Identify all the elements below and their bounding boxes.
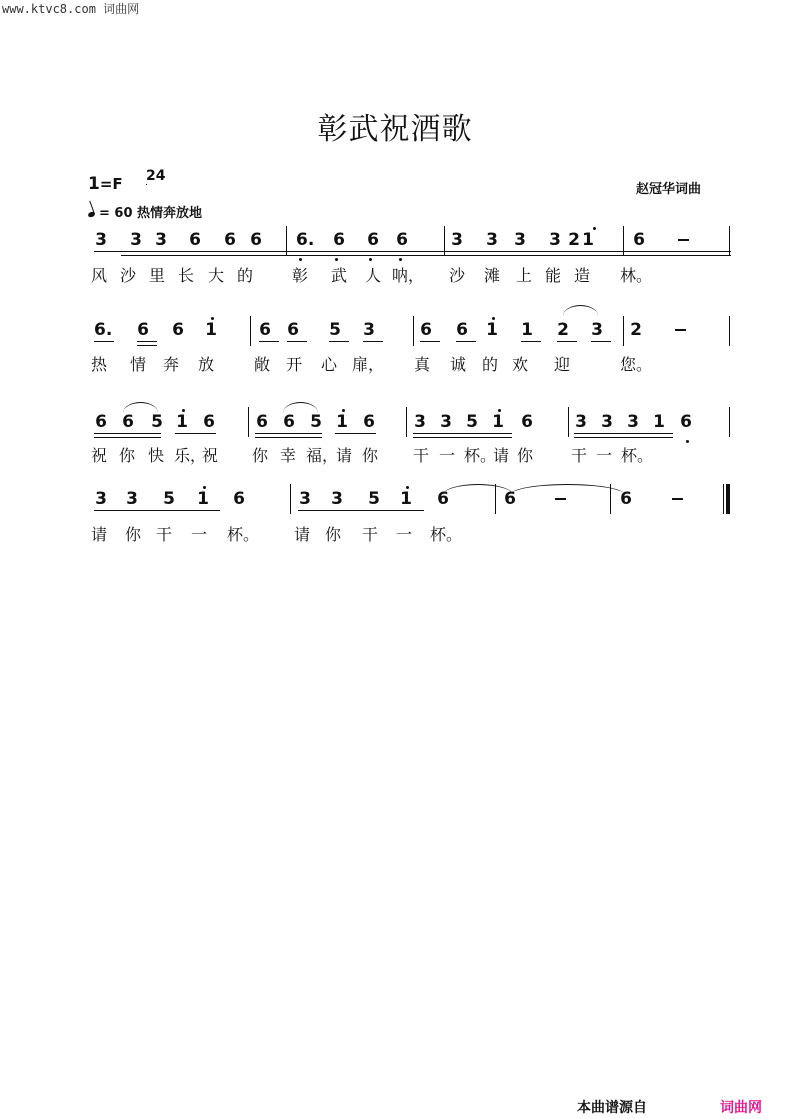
lyric-char: 请 xyxy=(293,525,310,544)
lyric-char: 诚 xyxy=(449,355,466,374)
note: 3 xyxy=(126,489,138,509)
octave-dot-high xyxy=(203,486,206,489)
lyric-char: 一 xyxy=(438,446,455,465)
note: 3 xyxy=(95,489,107,509)
lyric-char: 祝 xyxy=(90,446,107,465)
octave-dot-high xyxy=(342,409,345,412)
lyric-char: 风 xyxy=(90,266,107,285)
note: 6 xyxy=(137,320,149,340)
note: 6 xyxy=(396,230,408,250)
bar-line xyxy=(729,316,730,346)
lyric-char: 滩 xyxy=(483,266,500,285)
note: 3 xyxy=(591,320,603,340)
octave-dot-low xyxy=(299,258,302,261)
lyric-char: 一 xyxy=(190,525,207,544)
note: 6 xyxy=(287,320,299,340)
note: 3 xyxy=(486,230,498,250)
underline xyxy=(335,433,376,434)
note: 5 xyxy=(466,412,478,432)
octave-dot-high xyxy=(492,317,495,320)
note: 1 xyxy=(400,489,412,509)
tie-slur xyxy=(443,484,513,495)
lyric-char: 欢 xyxy=(511,355,528,374)
underline xyxy=(94,437,161,438)
note: 5 xyxy=(151,412,163,432)
underline xyxy=(574,433,673,434)
quarter-note-icon xyxy=(87,211,95,218)
underline xyxy=(255,433,322,434)
underline xyxy=(557,341,577,342)
lyric-char: 干 xyxy=(155,525,172,544)
lyric-char: 放 xyxy=(197,355,214,374)
octave-dot-high xyxy=(593,227,596,230)
lyric-char: 请 xyxy=(335,446,352,465)
note: 6 xyxy=(504,489,516,509)
key-signature: 1=F xyxy=(88,174,123,194)
underline xyxy=(581,251,731,252)
lyric-char: 你 xyxy=(124,525,141,544)
note: 6 xyxy=(456,320,468,340)
note: 3 xyxy=(451,230,463,250)
footer-brand: 词曲网 xyxy=(720,1100,762,1116)
tie-slur xyxy=(510,484,625,495)
lyric-char: 你 xyxy=(118,446,135,465)
lyric-char: 奔 xyxy=(162,355,179,374)
lyric-char: 杯。 xyxy=(464,446,497,465)
lyric-char: 的 xyxy=(236,266,253,285)
note: 3 xyxy=(575,412,587,432)
note: 1 xyxy=(521,320,533,340)
lyric-char: 杯。 xyxy=(430,525,463,544)
note: 6 xyxy=(363,412,375,432)
note: 6 xyxy=(680,412,692,432)
lyric-char: 福， xyxy=(306,446,339,465)
note: 6 xyxy=(283,412,295,432)
note: 3 xyxy=(601,412,613,432)
note: 6 xyxy=(521,412,533,432)
note: 2 xyxy=(630,320,642,340)
bar-line xyxy=(729,407,730,437)
octave-dot-low xyxy=(369,258,372,261)
lyric-char: 请 xyxy=(90,525,107,544)
lyric-char: 干 xyxy=(412,446,429,465)
note: 6 xyxy=(122,412,134,432)
bar-line xyxy=(413,316,414,346)
underline xyxy=(259,341,279,342)
lyric-char: 热 xyxy=(90,355,107,374)
note: 6 xyxy=(203,412,215,432)
lyric-char: 真 xyxy=(413,355,430,374)
lyric-char: 你 xyxy=(516,446,533,465)
underline xyxy=(456,341,476,342)
underline xyxy=(287,341,307,342)
note: 5 xyxy=(310,412,322,432)
underline xyxy=(413,433,512,434)
note: 3 xyxy=(414,412,426,432)
lyric-char: 里 xyxy=(148,266,165,285)
note: 3 xyxy=(331,489,343,509)
note: 6 xyxy=(367,230,379,250)
note: 3 xyxy=(299,489,311,509)
note: 3 xyxy=(514,230,526,250)
note: 6. xyxy=(296,230,315,250)
underline xyxy=(413,437,512,438)
bar-line xyxy=(623,316,624,346)
lyric-char: 呐， xyxy=(392,266,425,285)
note: 3 xyxy=(95,230,107,250)
underline xyxy=(94,341,114,342)
lyric-char: 快 xyxy=(147,446,164,465)
octave-dot-low xyxy=(399,258,402,261)
note: 6 xyxy=(437,489,449,509)
note: 6 xyxy=(259,320,271,340)
lyric-char: 迎 xyxy=(553,355,570,374)
bar-line xyxy=(729,484,730,514)
note: 3 xyxy=(440,412,452,432)
tie-slur xyxy=(563,305,598,316)
lyric-char: 您。 xyxy=(620,355,653,374)
underline xyxy=(255,437,322,438)
note: 3 xyxy=(363,320,375,340)
note: 5 xyxy=(329,320,341,340)
note: 1 xyxy=(486,320,498,340)
bar-line xyxy=(250,316,251,346)
lyric-char: 祝 xyxy=(201,446,218,465)
song-title: 彰武祝酒歌 xyxy=(317,112,473,147)
note: 1 xyxy=(653,412,665,432)
note: 1 xyxy=(197,489,209,509)
note: 6 xyxy=(95,412,107,432)
bar-line xyxy=(723,484,724,514)
lyric-char: 大 xyxy=(207,266,224,285)
note: 3 xyxy=(627,412,639,432)
note: 6 xyxy=(256,412,268,432)
lyric-char: 一 xyxy=(395,525,412,544)
final-bar-line xyxy=(726,484,729,514)
lyric-char: 开 xyxy=(285,355,302,374)
lyric-char: 沙 xyxy=(448,266,465,285)
note: 1 xyxy=(176,412,188,432)
note: 6 xyxy=(250,230,262,250)
underline xyxy=(363,341,383,342)
note: 6 xyxy=(333,230,345,250)
note: 1 xyxy=(582,230,594,250)
underline xyxy=(298,510,424,511)
note: 1 xyxy=(492,412,504,432)
lyric-char: 人 xyxy=(364,266,381,285)
lyric-char: 请 xyxy=(492,446,509,465)
note: 6 xyxy=(620,489,632,509)
lyric-char: 干 xyxy=(570,446,587,465)
underline xyxy=(94,510,220,511)
note: 6 xyxy=(224,230,236,250)
note: 5 xyxy=(368,489,380,509)
lyric-char: 杯。 xyxy=(621,446,654,465)
tempo-marking: = 60 热情奔放地 xyxy=(88,202,202,221)
note: 6 xyxy=(172,320,184,340)
bar-line xyxy=(248,407,249,437)
lyric-char: 你 xyxy=(324,525,341,544)
underline xyxy=(521,341,541,342)
note: 6 xyxy=(633,230,645,250)
lyric-char: 武 xyxy=(330,266,347,285)
lyric-char: 干 xyxy=(361,525,378,544)
octave-dot-low xyxy=(335,258,338,261)
lyric-char: 扉， xyxy=(352,355,385,374)
lyric-char: 杯。 xyxy=(227,525,260,544)
time-signature: 2 4 xyxy=(146,168,166,184)
note: 3 xyxy=(549,230,561,250)
bar-line xyxy=(406,407,407,437)
lyric-char: 能 xyxy=(544,266,561,285)
lyric-char: 乐， xyxy=(174,446,207,465)
lyric-char: 你 xyxy=(361,446,378,465)
note: 6 xyxy=(420,320,432,340)
lyric-char: 幸 xyxy=(279,446,296,465)
lyric-char: 敞 xyxy=(253,355,270,374)
note: 3 xyxy=(155,230,167,250)
note: 6. xyxy=(94,320,113,340)
sustain-dash xyxy=(675,329,686,331)
underline xyxy=(137,341,157,342)
lyric-char: 上 xyxy=(515,266,532,285)
source-watermark: www.ktvc8.com 词曲网 xyxy=(2,2,140,16)
lyric-char: 彰 xyxy=(291,266,308,285)
bar-line xyxy=(290,484,291,514)
octave-dot-high xyxy=(498,409,501,412)
underline xyxy=(581,255,731,256)
lyric-char: 长 xyxy=(177,266,194,285)
note: 2 xyxy=(557,320,569,340)
tie-slur xyxy=(123,402,158,413)
underline xyxy=(329,341,349,342)
underline xyxy=(175,433,216,434)
lyric-char: 的 xyxy=(481,355,498,374)
octave-dot-high xyxy=(211,317,214,320)
octave-dot-low xyxy=(686,440,689,443)
octave-dot-high xyxy=(406,486,409,489)
sustain-dash xyxy=(678,239,689,241)
lyric-char: 情 xyxy=(129,355,146,374)
lyric-char: 心 xyxy=(320,355,337,374)
lyric-char: 你 xyxy=(251,446,268,465)
underline xyxy=(591,341,611,342)
note: 6 xyxy=(189,230,201,250)
note: 5 xyxy=(163,489,175,509)
lyric-char: 林。 xyxy=(620,266,653,285)
note: 1 xyxy=(205,320,217,340)
tie-slur xyxy=(283,402,318,413)
underline xyxy=(137,345,157,346)
note: 1 xyxy=(336,412,348,432)
underline xyxy=(420,341,440,342)
lyric-char: 沙 xyxy=(119,266,136,285)
lyric-char: 造 xyxy=(573,266,590,285)
underline xyxy=(94,433,161,434)
bar-line xyxy=(568,407,569,437)
underline xyxy=(574,437,673,438)
sustain-dash xyxy=(555,498,566,500)
note: 3 xyxy=(130,230,142,250)
footer-source-text: 本曲谱源自 xyxy=(577,1100,647,1116)
note: 2 xyxy=(568,230,580,250)
octave-dot-high xyxy=(182,409,185,412)
lyric-char: 一 xyxy=(595,446,612,465)
sustain-dash xyxy=(672,498,683,500)
note: 6 xyxy=(233,489,245,509)
author-credit: 赵冠华词曲 xyxy=(636,182,702,197)
